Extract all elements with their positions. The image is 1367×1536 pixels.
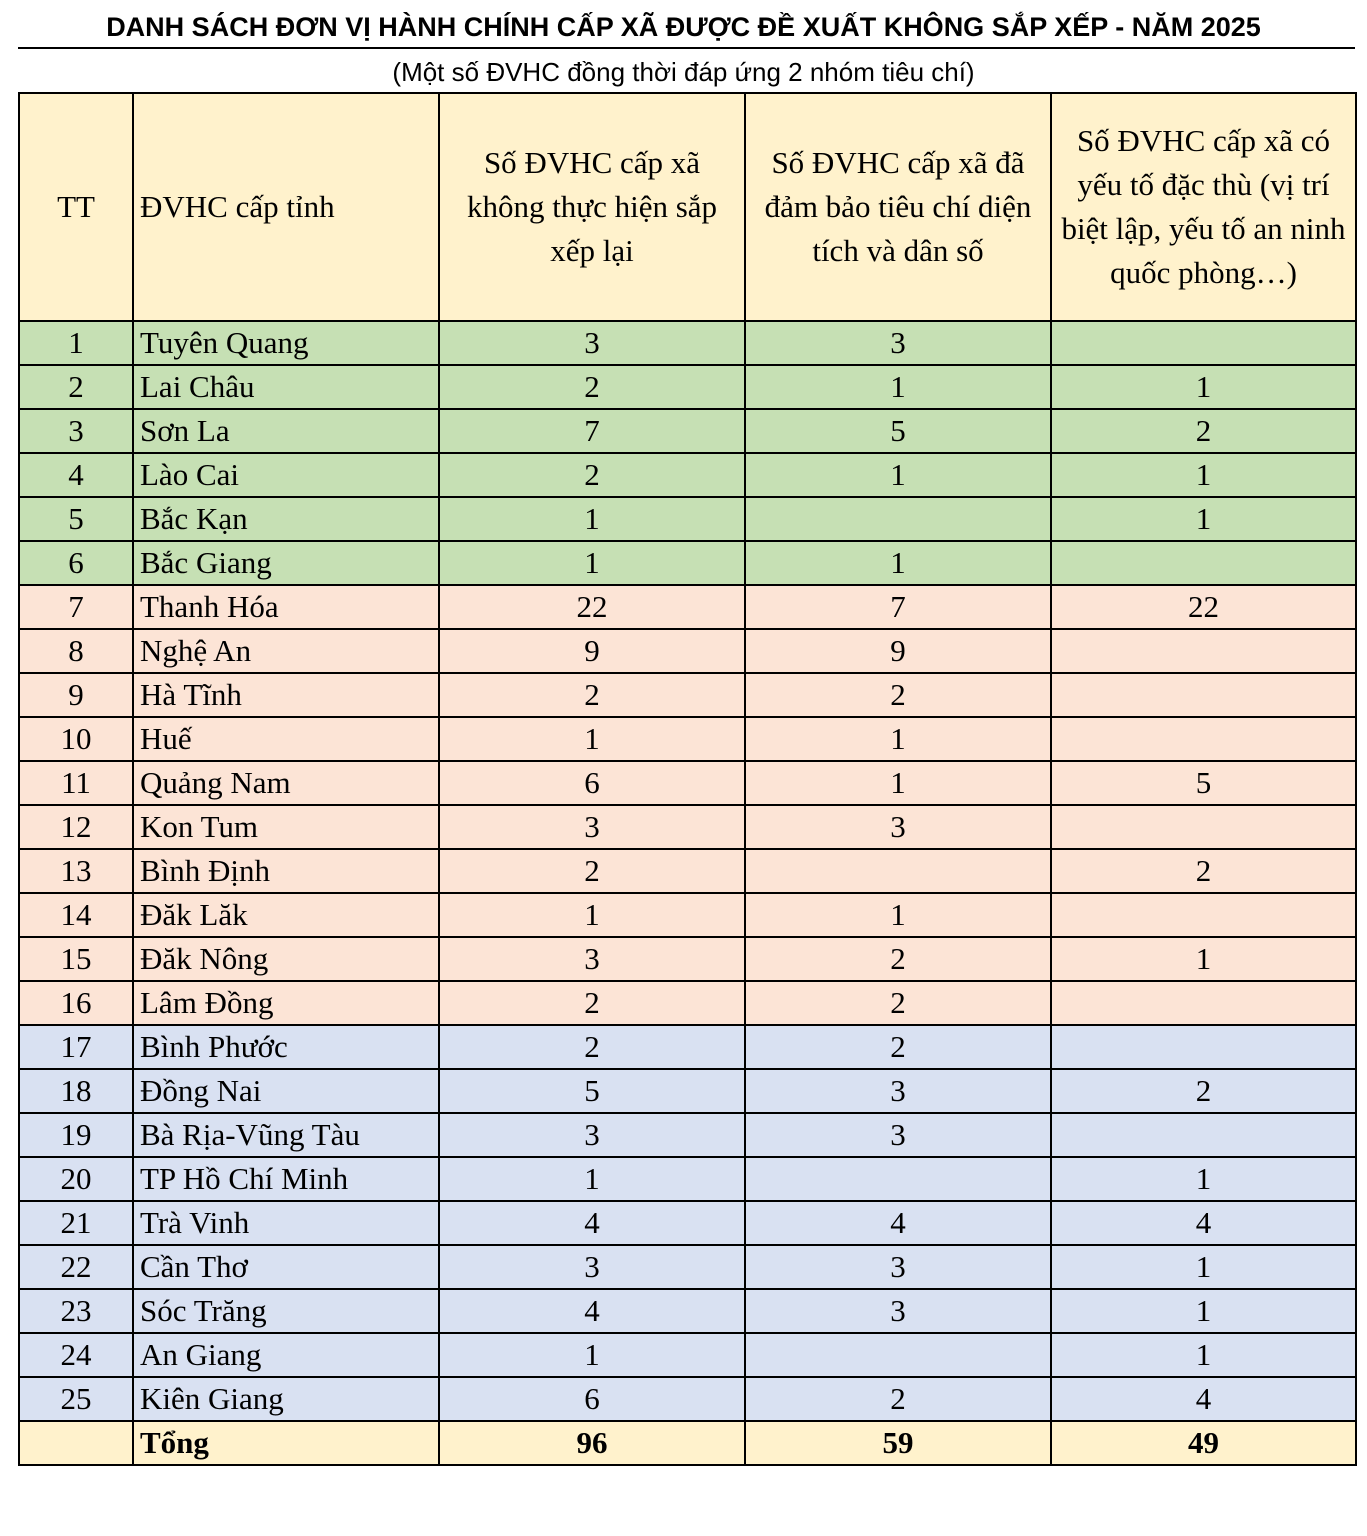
row-tt: 21	[19, 1201, 133, 1245]
total-col1: 96	[439, 1421, 745, 1465]
row-col3: 2	[1051, 849, 1356, 893]
row-col2: 3	[745, 1245, 1051, 1289]
table-body	[19, 321, 1356, 1465]
row-col3: 4	[1051, 1377, 1356, 1421]
row-tt: 25	[19, 1377, 133, 1421]
row-col2: 1	[745, 717, 1051, 761]
row-col2: 3	[745, 321, 1051, 365]
title-underline	[18, 47, 1355, 49]
total-col3: 49	[1051, 1421, 1356, 1465]
row-col1: 2	[439, 849, 745, 893]
row-col2: 2	[745, 981, 1051, 1025]
table-row	[19, 409, 1356, 453]
row-tt: 20	[19, 1157, 133, 1201]
header-col3: Số ĐVHC cấp xã có yếu tố đặc thù (vị trí biệt lập, yếu tố an ninh quốc phòng…)	[1051, 93, 1356, 321]
total-tt	[19, 1421, 133, 1465]
row-tt: 18	[19, 1069, 133, 1113]
table-row	[19, 1245, 1356, 1289]
row-province: Huế	[133, 717, 439, 761]
page-subtitle: (Một số ĐVHC đồng thời đáp ứng 2 nhóm tiêu chí)	[392, 57, 975, 87]
table-row	[19, 1113, 1356, 1157]
row-col2: 5	[745, 409, 1051, 453]
row-col2: 3	[745, 1113, 1051, 1157]
total-label: Tổng	[133, 1421, 439, 1465]
row-tt: 13	[19, 849, 133, 893]
row-province: Bình Định	[133, 849, 439, 893]
row-tt: 14	[19, 893, 133, 937]
row-col3	[1051, 321, 1356, 365]
row-province: Tuyên Quang	[133, 321, 439, 365]
header-tt: TT	[19, 93, 133, 321]
row-province: Cần Thơ	[133, 1245, 439, 1289]
row-col3: 22	[1051, 585, 1356, 629]
row-col1: 4	[439, 1201, 745, 1245]
table-row	[19, 805, 1356, 849]
row-col3: 2	[1051, 409, 1356, 453]
row-tt: 4	[19, 453, 133, 497]
table-row	[19, 497, 1356, 541]
row-province: Kiên Giang	[133, 1377, 439, 1421]
row-province: An Giang	[133, 1333, 439, 1377]
row-province: Lâm Đồng	[133, 981, 439, 1025]
row-col1: 9	[439, 629, 745, 673]
row-province: Nghệ An	[133, 629, 439, 673]
row-col1: 1	[439, 717, 745, 761]
table-row	[19, 673, 1356, 717]
row-tt: 6	[19, 541, 133, 585]
table-header-row	[19, 93, 1356, 321]
row-province: Trà Vinh	[133, 1201, 439, 1245]
table-row	[19, 981, 1356, 1025]
row-col3: 1	[1051, 497, 1356, 541]
row-province: Sóc Trăng	[133, 1289, 439, 1333]
table-row	[19, 937, 1356, 981]
row-tt: 7	[19, 585, 133, 629]
header-province: ĐVHC cấp tỉnh	[133, 93, 439, 321]
row-col1: 1	[439, 1157, 745, 1201]
row-col1: 2	[439, 1025, 745, 1069]
row-col1: 7	[439, 409, 745, 453]
row-province: Đăk Nông	[133, 937, 439, 981]
row-col1: 3	[439, 805, 745, 849]
row-col2	[745, 1157, 1051, 1201]
row-tt: 1	[19, 321, 133, 365]
row-col2: 9	[745, 629, 1051, 673]
row-province: Thanh Hóa	[133, 585, 439, 629]
row-col2: 1	[745, 761, 1051, 805]
row-col2: 7	[745, 585, 1051, 629]
row-tt: 23	[19, 1289, 133, 1333]
table-row	[19, 1333, 1356, 1377]
row-col2: 2	[745, 1377, 1051, 1421]
row-col1: 1	[439, 541, 745, 585]
row-col1: 2	[439, 453, 745, 497]
row-col1: 5	[439, 1069, 745, 1113]
row-col1: 2	[439, 365, 745, 409]
row-tt: 3	[19, 409, 133, 453]
row-col3: 5	[1051, 761, 1356, 805]
row-col3	[1051, 541, 1356, 585]
row-col2: 4	[745, 1201, 1051, 1245]
table-row	[19, 1157, 1356, 1201]
row-col2	[745, 849, 1051, 893]
row-col1: 6	[439, 1377, 745, 1421]
row-province: Bắc Giang	[133, 541, 439, 585]
row-province: Lai Châu	[133, 365, 439, 409]
row-province: Đồng Nai	[133, 1069, 439, 1113]
row-col3	[1051, 1113, 1356, 1157]
row-col3: 1	[1051, 937, 1356, 981]
row-province: Bắc Kạn	[133, 497, 439, 541]
row-province: Hà Tĩnh	[133, 673, 439, 717]
table-row	[19, 1201, 1356, 1245]
total-col2: 59	[745, 1421, 1051, 1465]
row-col2: 3	[745, 1289, 1051, 1333]
table-row	[19, 585, 1356, 629]
row-col3: 1	[1051, 1245, 1356, 1289]
row-col3	[1051, 805, 1356, 849]
row-province: Lào Cai	[133, 453, 439, 497]
row-col3	[1051, 1025, 1356, 1069]
row-tt: 15	[19, 937, 133, 981]
row-col2: 3	[745, 805, 1051, 849]
row-tt: 22	[19, 1245, 133, 1289]
row-tt: 9	[19, 673, 133, 717]
row-col2	[745, 497, 1051, 541]
row-col1: 2	[439, 673, 745, 717]
table-row	[19, 453, 1356, 497]
row-col1: 3	[439, 1245, 745, 1289]
row-col2: 1	[745, 893, 1051, 937]
table-row	[19, 761, 1356, 805]
row-col1: 1	[439, 893, 745, 937]
row-col1: 22	[439, 585, 745, 629]
row-col1: 6	[439, 761, 745, 805]
row-col3: 1	[1051, 365, 1356, 409]
row-col3: 4	[1051, 1201, 1356, 1245]
table-row	[19, 629, 1356, 673]
row-col1: 3	[439, 321, 745, 365]
table-row	[19, 717, 1356, 761]
row-tt: 5	[19, 497, 133, 541]
row-col2: 2	[745, 937, 1051, 981]
page-title: DANH SÁCH ĐƠN VỊ HÀNH CHÍNH CẤP XÃ ĐƯỢC ĐỀ XUẤT KHÔNG SẮP XẾP - NĂM 2025	[106, 12, 1261, 42]
row-col1: 1	[439, 497, 745, 541]
table-row	[19, 1377, 1356, 1421]
row-col3: 1	[1051, 1289, 1356, 1333]
table-row	[19, 1069, 1356, 1113]
row-col1: 1	[439, 1333, 745, 1377]
row-tt: 2	[19, 365, 133, 409]
row-tt: 10	[19, 717, 133, 761]
row-province: TP Hồ Chí Minh	[133, 1157, 439, 1201]
row-tt: 16	[19, 981, 133, 1025]
table-row	[19, 849, 1356, 893]
row-col1: 4	[439, 1289, 745, 1333]
row-col2: 3	[745, 1069, 1051, 1113]
row-col3	[1051, 673, 1356, 717]
table-row	[19, 1025, 1356, 1069]
header-col1: Số ĐVHC cấp xã không thực hiện sắp xếp lại	[439, 93, 745, 321]
row-col3: 1	[1051, 453, 1356, 497]
row-col2: 1	[745, 453, 1051, 497]
row-col1: 3	[439, 1113, 745, 1157]
table-row	[19, 321, 1356, 365]
row-province: Sơn La	[133, 409, 439, 453]
row-tt: 24	[19, 1333, 133, 1377]
row-col2: 1	[745, 365, 1051, 409]
header-col2: Số ĐVHC cấp xã đã đảm bảo tiêu chí diện tích và dân số	[745, 93, 1051, 321]
row-tt: 17	[19, 1025, 133, 1069]
row-tt: 8	[19, 629, 133, 673]
table-row	[19, 541, 1356, 585]
row-col3	[1051, 717, 1356, 761]
table-row	[19, 893, 1356, 937]
row-col2: 2	[745, 673, 1051, 717]
table-row	[19, 1289, 1356, 1333]
row-province: Kon Tum	[133, 805, 439, 849]
table-row	[19, 365, 1356, 409]
row-col3: 2	[1051, 1069, 1356, 1113]
row-province: Đăk Lăk	[133, 893, 439, 937]
row-col2: 1	[745, 541, 1051, 585]
row-col3	[1051, 629, 1356, 673]
row-tt: 11	[19, 761, 133, 805]
data-table	[18, 92, 1357, 1466]
row-col3: 1	[1051, 1157, 1356, 1201]
row-col2	[745, 1333, 1051, 1377]
row-tt: 19	[19, 1113, 133, 1157]
row-province: Quảng Nam	[133, 761, 439, 805]
total-row	[19, 1421, 1356, 1465]
row-col3: 1	[1051, 1333, 1356, 1377]
row-province: Bà Rịa-Vũng Tàu	[133, 1113, 439, 1157]
row-col3	[1051, 893, 1356, 937]
row-col3	[1051, 981, 1356, 1025]
row-col1: 2	[439, 981, 745, 1025]
row-province: Bình Phước	[133, 1025, 439, 1069]
row-col2: 2	[745, 1025, 1051, 1069]
row-tt: 12	[19, 805, 133, 849]
row-col1: 3	[439, 937, 745, 981]
